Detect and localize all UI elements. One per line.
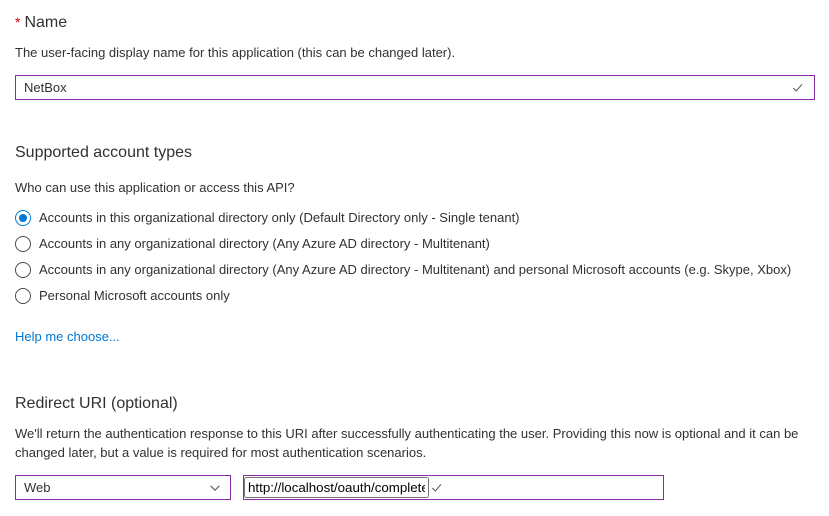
account-types-question: Who can use this application or access this API? [15,180,295,195]
name-input-box [15,75,815,100]
redirect-uri-input-box [243,475,664,500]
redirect-uri-description: We'll return the authentication response to this URI after successfully authenticating the user. Providing this now is optional and it can be changed later, but a value is required for most authentication scenarios. [15,426,799,460]
radio-option-multitenant-personal[interactable] [15,257,815,283]
name-description: The user-facing display name for this application (this can be changed later). [15,45,456,60]
checkmark-icon [429,480,444,495]
radio-option-label: Accounts in any organizational directory (Any Azure AD directory - Multitenant) and personal Microsoft accounts (e.g. Skype, Xbox) [39,262,792,277]
redirect-uri-row [15,475,815,500]
radio-unselected-icon[interactable] [15,236,31,252]
radio-option-label: Accounts in any organizational directory (Any Azure AD directory - Multitenant) [39,236,490,251]
radio-selected-icon[interactable] [15,210,31,226]
radio-option-single-tenant[interactable] [15,205,815,231]
name-label: Name [24,14,68,31]
radio-option-personal-only[interactable] [15,283,815,309]
help-me-choose-link[interactable]: Help me choose... [15,329,120,344]
radio-option-label: Accounts in this organizational directory only (Default Directory only - Single tenant) [39,210,520,225]
radio-unselected-icon[interactable] [15,288,31,304]
checkmark-icon [790,80,805,95]
radio-option-label: Personal Microsoft accounts only [39,288,230,303]
radio-option-multitenant[interactable] [15,231,815,257]
radio-unselected-icon[interactable] [15,262,31,278]
name-input[interactable] [16,76,790,99]
chevron-down-icon [208,481,222,495]
platform-select[interactable] [15,475,231,500]
redirect-uri-input[interactable] [244,477,429,498]
account-types-heading: Supported account types [15,144,193,161]
platform-select-value: Web [24,480,51,495]
required-asterisk: * [15,14,21,30]
account-types-radio-group [15,205,815,309]
name-section-heading [15,12,815,33]
redirect-uri-heading: Redirect URI (optional) [15,395,178,412]
